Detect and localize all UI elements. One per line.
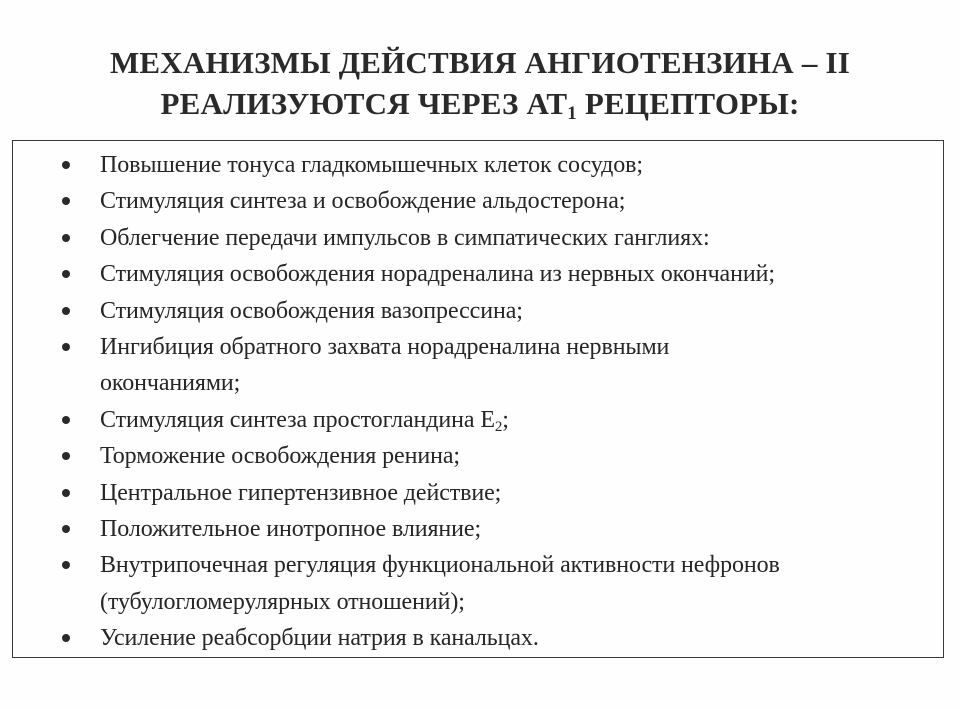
title-line-2-tail: РЕЦЕПТОРЫ:: [576, 86, 800, 121]
list-item-text: Стимуляция освобождения вазопрессина;: [100, 297, 523, 324]
list-item-text: Центральное гипертензивное действие;: [100, 479, 502, 506]
bullet-icon: [62, 197, 70, 205]
title-subscript: 1: [567, 103, 577, 124]
title-line-2: [0, 83, 960, 124]
list-item-text-continued: (тубулогломерулярных отношений);: [100, 588, 465, 615]
bullet-icon: [62, 343, 70, 351]
list-item: [13, 475, 943, 511]
list-item: [13, 511, 943, 547]
list-item: [13, 256, 943, 292]
list-item-text: Стимуляция освобождения норадреналина из нервных окончаний;: [100, 261, 775, 288]
mechanism-list: [13, 147, 943, 657]
list-item-text: Стимуляция синтеза простогландина Е: [100, 406, 495, 433]
list-item-text-tail: ;: [502, 406, 509, 433]
list-item-text: Торможение освобождения ренина;: [100, 443, 460, 470]
list-item-text: Внутрипочечная регуляция функциональной активности нефронов: [100, 552, 780, 579]
content-frame: [12, 140, 944, 658]
list-item: [13, 620, 943, 656]
bullet-icon: [62, 416, 70, 424]
list-item-text: Стимуляция синтеза и освобождение альдостерона;: [100, 188, 626, 215]
title-line-1: МЕХАНИЗМЫ ДЕЙСТВИЯ АНГИОТЕНЗИНА – II: [109, 45, 851, 80]
list-item-text: Положительное инотропное влияние;: [100, 516, 482, 543]
bullet-icon: [62, 307, 70, 315]
list-item-text: Облегчение передачи импульсов в симпатических ганглиях:: [100, 224, 710, 251]
list-item-text: Ингибиция обратного захвата норадреналина нервными: [100, 334, 670, 361]
list-item-text-continued: окончаниями;: [100, 370, 241, 397]
list-item: [13, 402, 943, 438]
list-item-subscript: 2: [494, 418, 503, 435]
list-item: [13, 293, 943, 329]
list-item: [13, 547, 943, 620]
list-item-text: Повышение тонуса гладкомышечных клеток сосудов;: [100, 152, 643, 178]
bullet-icon: [62, 234, 70, 242]
list-item: [13, 329, 943, 402]
bullet-icon: [62, 489, 70, 497]
list-item: [13, 183, 943, 219]
bullet-icon: [62, 270, 70, 278]
page-title: [0, 42, 960, 124]
bullet-icon: [62, 452, 70, 460]
bullet-icon: [62, 525, 70, 533]
bullet-icon: [62, 561, 70, 569]
list-item: [13, 438, 943, 474]
bullet-icon: [62, 634, 70, 642]
title-line-2-text: РЕАЛИЗУЮТСЯ ЧЕРЕЗ АТ: [160, 86, 568, 121]
list-item-text: Усиление реабсорбции натрия в канальцах.: [100, 625, 539, 652]
list-item: [13, 147, 943, 183]
list-item: [13, 220, 943, 256]
bullet-icon: [62, 161, 70, 169]
